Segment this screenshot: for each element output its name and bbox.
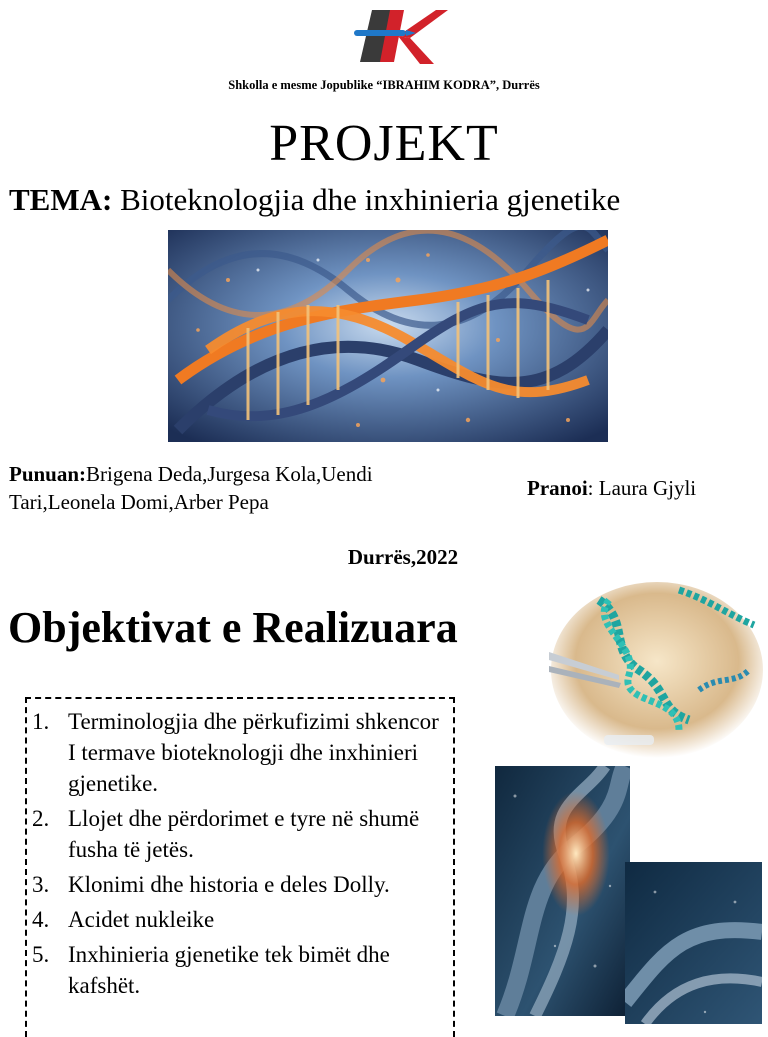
list-item-text: Inxhinieria gjenetike tek bimët dhe kafshët.: [68, 942, 390, 998]
list-item-text: Llojet dhe përdorimet e tyre në shumë fusha të jetës.: [68, 806, 420, 862]
workers-label: Punuan:: [9, 462, 87, 486]
receiver-name: : Laura Gjyli: [587, 476, 697, 500]
list-item-number: 1.: [32, 709, 50, 734]
list-item-number: 2.: [32, 806, 50, 831]
list-item: [32, 869, 452, 900]
objectives-list: [32, 706, 452, 1005]
list-item: [32, 803, 452, 865]
school-logo-icon: [350, 6, 450, 66]
receiver-label: Pranoi: [527, 476, 588, 500]
list-item: [32, 939, 452, 1001]
topic-text: Bioteknologjia dhe inxhinieria gjenetike: [112, 182, 621, 217]
list-item: [32, 904, 452, 935]
receiver-credit: [527, 476, 696, 501]
list-item-number: 3.: [32, 872, 50, 897]
dna-lab-tweezers-icon: [549, 580, 764, 760]
dna-closeup-icon: [495, 766, 630, 1016]
workers-credit: [9, 460, 479, 516]
document-title: PROJEKT: [269, 115, 499, 172]
list-item: [32, 706, 452, 799]
dna-double-helix-icon: [168, 230, 608, 442]
dna-closeup-icon: [625, 862, 762, 1024]
school-name: Shkolla e mesme Jopublike “IBRAHIM KODRA”, Durrës: [228, 78, 540, 92]
topic-line: [9, 182, 620, 218]
list-item-text: Klonimi dhe historia e deles Dolly.: [68, 872, 390, 897]
list-item-number: 5.: [32, 942, 50, 967]
place-date: Durrës,2022: [347, 545, 459, 569]
list-item-text: Acidet nukleike: [68, 907, 215, 932]
objectives-heading: Objektivat e Realizuara: [8, 603, 458, 652]
list-item-number: 4.: [32, 907, 50, 932]
workers-names: Brigena Deda,Jurgesa Kola,Uendi Tari,Leonela Domi,Arber Pepa: [9, 462, 373, 514]
topic-label: TEMA:: [9, 182, 113, 217]
list-item-text: Terminologjia dhe përkufizimi shkencor I termave bioteknologji dhe inxhinieri gjenetike.: [68, 709, 439, 796]
